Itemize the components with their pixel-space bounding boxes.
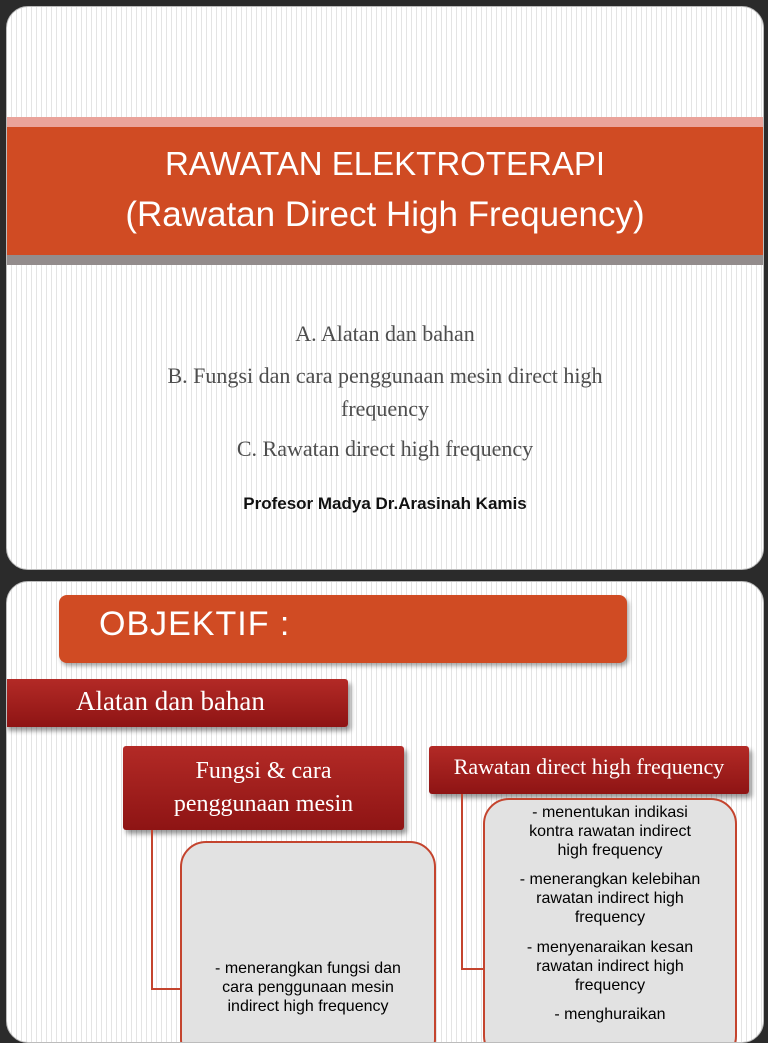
- rawatan-item: [493, 938, 727, 995]
- rawatan-item-line: rawatan indirect high: [536, 958, 684, 975]
- objective-slide: [6, 581, 764, 1043]
- rawatan-item-line: - menyenaraikan kesan: [526, 939, 694, 956]
- rawatan-item-line: frequency: [574, 909, 646, 926]
- fungsi-label: [123, 755, 404, 821]
- fungsi-box: [123, 746, 404, 830]
- title-top-band: [7, 117, 763, 127]
- outline-item-a: A. Alatan dan bahan: [295, 321, 475, 346]
- objective-title: OBJEKTIF :: [99, 605, 291, 643]
- slide-subtitle: (Rawatan Direct High Frequency): [125, 195, 645, 234]
- rawatan-item: [493, 1005, 727, 1024]
- slide-title: RAWATAN ELEKTROTERAPI: [164, 145, 606, 182]
- rawatan-item-line: - menerangkan kelebihan: [519, 871, 701, 888]
- rawatan-item-line: - menghuraikan: [554, 1006, 666, 1023]
- fungsi-detail-line2: cara penggunaan mesin: [222, 979, 394, 996]
- rawatan-box: [429, 746, 749, 794]
- rawatan-item-line: - menentukan indikasi: [532, 804, 688, 821]
- outline-item-b: [107, 359, 663, 425]
- fungsi-detail-box: [180, 841, 436, 1043]
- rawatan-item: [493, 803, 727, 860]
- fungsi-detail-line3: indirect high frequency: [227, 998, 389, 1015]
- fungsi-detail-line1: - menerangkan fungsi dan: [215, 960, 401, 977]
- rawatan-detail-box: [483, 798, 737, 1043]
- rawatan-item-line: rawatan indirect high: [536, 890, 684, 907]
- rawatan-item: [493, 870, 727, 927]
- outline-item-b-line2: frequency: [341, 396, 429, 421]
- fungsi-detail-text: [190, 959, 426, 1016]
- outline-item-b-line1: B. Fungsi dan cara penggunaan mesin direct high: [167, 363, 603, 388]
- outline-item-c: C. Rawatan direct high frequency: [236, 436, 534, 461]
- alatan-label: Alatan dan bahan: [76, 686, 265, 716]
- fungsi-connector: [151, 830, 183, 990]
- author-name: Profesor Madya Dr.Arasinah Kamis: [243, 494, 527, 513]
- title-band: [7, 127, 763, 255]
- objective-header: [59, 595, 627, 663]
- rawatan-item-line: kontra rawatan indirect: [529, 823, 691, 840]
- rawatan-label: Rawatan direct high frequency: [453, 754, 725, 779]
- rawatan-item-line: high frequency: [557, 842, 663, 859]
- alatan-box: [6, 679, 348, 727]
- title-slide: [6, 6, 764, 570]
- fungsi-label-line2: penggunaan mesin: [173, 791, 354, 817]
- fungsi-label-line1: Fungsi & cara: [195, 758, 332, 784]
- title-bottom-band: [7, 255, 763, 265]
- rawatan-item-line: frequency: [574, 977, 646, 994]
